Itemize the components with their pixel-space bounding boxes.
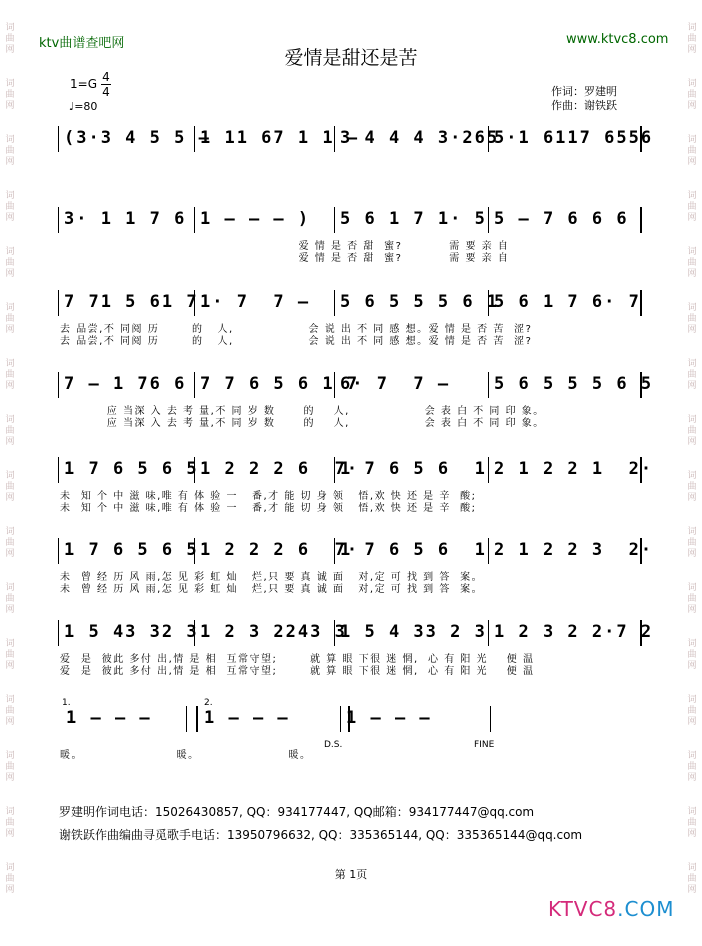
side-watermark-char: 曲	[687, 314, 697, 324]
side-watermark-char: 词	[5, 415, 15, 425]
measure-notes: 2 1 2 2 3 2·	[494, 540, 654, 560]
side-watermark-char: 网	[5, 549, 15, 559]
side-watermark-group	[687, 191, 696, 224]
time-sig-top: 4	[102, 70, 110, 84]
measure-notes: 5 6 1 7 1· 5	[340, 209, 487, 229]
side-watermark-char: 网	[687, 157, 697, 167]
side-watermark-char: 词	[5, 695, 15, 705]
side-watermark-char: 网	[687, 101, 697, 111]
bar-line	[58, 207, 59, 233]
measure-notes: 7 71 5 61 7	[64, 292, 199, 312]
side-watermark-char: 词	[5, 247, 15, 257]
side-watermark-char: 词	[687, 303, 697, 313]
side-watermark-group	[687, 303, 696, 336]
side-watermark-char: 网	[687, 493, 697, 503]
lyric-line: 爱 情 是 否 甜 蜜? 需 要 亲 自	[60, 253, 510, 264]
side-watermark-char: 网	[5, 381, 15, 391]
measure-notes: 3 4 4 4 3·265	[340, 128, 500, 148]
side-watermark-group	[687, 135, 696, 168]
side-watermark-char: 网	[687, 661, 697, 671]
measure-notes: 1 2 3 2 2·7 2	[494, 622, 654, 642]
bar-line	[488, 620, 489, 646]
measure-notes: 5 – 7 6 6 6	[494, 209, 629, 229]
side-watermark-char: 曲	[5, 34, 15, 44]
side-watermark-group	[687, 639, 696, 672]
side-watermark-char: 网	[687, 45, 697, 55]
side-watermark-char: 曲	[5, 594, 15, 604]
side-watermark-char: 曲	[5, 538, 15, 548]
side-watermark-char: 网	[687, 885, 697, 895]
side-watermark-char: 词	[687, 359, 697, 369]
score-row	[58, 457, 654, 514]
side-watermark-char: 曲	[687, 146, 697, 156]
measure-notes: 1 – – –	[346, 708, 432, 728]
lyric-line: 未 知 个 中 滋 味,唯 有 体 验 一 番,才 能 切 身 领 悟,欢 快 还 是 辛 酸;	[60, 491, 477, 502]
side-watermark-char: 曲	[5, 202, 15, 212]
bar-line	[196, 706, 198, 732]
measure-notes: 1 7 6 5 6 5	[64, 459, 199, 479]
side-watermark-char: 网	[5, 605, 15, 615]
measure-notes: 7 7 6 5 6 1 7	[200, 374, 360, 394]
measure-notes: 5 6 5 5 5 6 5	[494, 374, 654, 394]
side-watermark-char: 曲	[687, 258, 697, 268]
lyric-line: 爱 是 彼此 多付 出,情 是 相 互常守望; 就 算 眼 下很 迷 惘, 心 有 阳 光 便 温	[60, 666, 535, 677]
bar-line	[490, 706, 491, 732]
side-watermark-char: 词	[5, 807, 15, 817]
measure-notes: 1 7 6 5 6 5	[64, 540, 199, 560]
measure-notes: 1 7 6 5 6 1	[340, 540, 487, 560]
bar-line	[58, 126, 59, 152]
score-row	[58, 538, 654, 595]
measure-notes: 1 2 2 2 6 7·	[200, 459, 360, 479]
score-row	[58, 126, 654, 154]
side-watermark-char: 词	[5, 527, 15, 537]
side-watermark-group	[5, 471, 14, 504]
lyricist-credit: 作词：罗建明	[551, 85, 617, 98]
side-watermark-char: 词	[5, 79, 15, 89]
lyricist-contact: 罗建明作词电话：15026430857, QQ：934177447, QQ邮箱：934177447@qq.com	[59, 805, 535, 819]
side-watermark-group	[687, 471, 696, 504]
measure-notes: 1 – – –	[204, 708, 290, 728]
side-watermark-group	[5, 415, 14, 448]
score-row	[58, 290, 641, 347]
side-watermark-group	[687, 415, 696, 448]
side-watermark-group	[5, 807, 14, 840]
tempo-value: =80	[74, 100, 98, 113]
side-watermark-group	[5, 79, 14, 112]
volta-bracket-1: 1.	[62, 698, 71, 708]
lyric-line: 去 品尝,不 同阅 历 的 人, 会 说 出 不 同 感 想。爱 情 是 否 苦 涩?	[60, 324, 533, 335]
side-watermark-char: 网	[687, 549, 697, 559]
side-watermark-char: 曲	[687, 874, 697, 884]
side-watermark-char: 曲	[5, 146, 15, 156]
side-watermark-char: 曲	[5, 706, 15, 716]
measure-notes: (3·3 4 5 5 –	[64, 128, 211, 148]
side-watermark-char: 词	[5, 639, 15, 649]
side-watermark-char: 网	[687, 605, 697, 615]
side-watermark-char: 曲	[687, 594, 697, 604]
page-number: 第 1页	[334, 868, 368, 881]
side-watermark-char: 词	[687, 247, 697, 257]
bar-line	[58, 538, 59, 564]
side-watermark-group	[687, 359, 696, 392]
side-watermark-char: 曲	[5, 314, 15, 324]
time-sig-bottom: 4	[102, 85, 110, 99]
score-row	[58, 372, 654, 429]
side-watermark-char: 网	[5, 493, 15, 503]
bar-line	[488, 207, 489, 233]
side-watermark-char: 曲	[687, 706, 697, 716]
side-watermark-char: 词	[5, 863, 15, 873]
side-watermark-char: 词	[687, 863, 697, 873]
side-watermark-char: 网	[5, 213, 15, 223]
bar-line	[334, 207, 335, 233]
side-watermark-group	[5, 639, 14, 672]
side-watermark-char: 网	[5, 45, 15, 55]
site-url[interactable]: www.ktvc8.com	[566, 32, 669, 47]
side-watermark-char: 词	[687, 415, 697, 425]
side-watermark-char: 曲	[5, 426, 15, 436]
side-watermark-char: 词	[5, 303, 15, 313]
side-watermark-char: 网	[5, 829, 15, 839]
bar-line	[58, 372, 59, 398]
measure-notes: 1 7 6 5 6 1	[340, 459, 487, 479]
side-watermark-char: 网	[5, 717, 15, 727]
lyric-line: 未 曾 经 历 风 雨,怎 见 彩 虹 灿 烂,只 要 真 诚 面 对,定 可 找 到 答 案。	[60, 584, 484, 595]
lyric-line: 爱 是 彼此 多付 出,情 是 相 互常守望; 就 算 眼 下很 迷 惘, 心 有 阳 光 便 温	[60, 654, 535, 665]
measure-notes: 2 1 2 2 1 2·	[494, 459, 654, 479]
measure-notes: 1 11 67 1 1 –	[200, 128, 360, 148]
side-watermark-right	[683, 0, 701, 946]
side-watermark-group	[5, 695, 14, 728]
bar-line	[488, 457, 489, 483]
time-signature	[101, 70, 111, 99]
measure-notes: 1 – – –	[66, 708, 152, 728]
side-watermark-char: 曲	[5, 482, 15, 492]
side-watermark-char: 网	[687, 381, 697, 391]
measure-notes: 5 6 5 5 5 6 1	[340, 292, 500, 312]
measure-notes: 1 – – – )	[200, 209, 311, 229]
side-watermark-group	[5, 751, 14, 784]
fine-mark: FINE	[474, 740, 495, 750]
measure-notes: 1· 7 7 –	[200, 292, 311, 312]
lyric-line: 应 当深 入 去 考 量,不 同 岁 数 的 人, 会 表 白 不 同 印 象。	[60, 418, 545, 429]
side-watermark-char: 网	[5, 157, 15, 167]
score-row	[58, 207, 640, 264]
measure-notes: 7 – 1 76 6	[64, 374, 187, 394]
bar-line	[488, 372, 489, 398]
lyric-line: 去 品尝,不 同阅 历 的 人, 会 说 出 不 同 感 想。爱 情 是 否 苦 涩?	[60, 336, 533, 347]
tempo-marking	[69, 100, 97, 113]
side-watermark-char: 网	[687, 773, 697, 783]
logo-part-2: .COM	[617, 897, 675, 921]
side-watermark-char: 网	[687, 437, 697, 447]
side-watermark-char: 词	[687, 639, 697, 649]
side-watermark-char: 词	[687, 79, 697, 89]
composer-contact: 谢铁跃作曲编曲寻觅歌手电话：13950796632, QQ：335365144, QQ：335365144@qq.com	[59, 828, 583, 842]
measure-notes: 1 5 43 32 3	[64, 622, 199, 642]
side-watermark-char: 词	[5, 583, 15, 593]
side-watermark-group	[687, 247, 696, 280]
side-watermark-char: 网	[687, 717, 697, 727]
side-watermark-char: 曲	[5, 762, 15, 772]
bar-line	[58, 457, 59, 483]
composer-credit: 作曲：谢铁跃	[551, 99, 617, 112]
side-watermark-char: 曲	[687, 650, 697, 660]
side-watermark-char: 曲	[687, 202, 697, 212]
side-watermark-left	[1, 0, 19, 946]
side-watermark-char: 词	[687, 23, 697, 33]
side-watermark-char: 曲	[5, 874, 15, 884]
side-watermark-group	[5, 527, 14, 560]
bar-line	[340, 706, 341, 732]
side-watermark-char: 曲	[687, 482, 697, 492]
side-watermark-char: 网	[5, 325, 15, 335]
side-watermark-group	[687, 79, 696, 112]
lyric-line: 未 知 个 中 滋 味,唯 有 体 验 一 番,才 能 切 身 领 悟,欢 快 还 是 辛 酸;	[60, 503, 477, 514]
side-watermark-char: 词	[687, 583, 697, 593]
bar-line	[334, 290, 335, 316]
side-watermark-char: 词	[687, 751, 697, 761]
side-watermark-group	[5, 247, 14, 280]
lyric-line: 应 当深 入 去 考 量,不 同 岁 数 的 人, 会 表 白 不 同 印 象。	[60, 406, 545, 417]
side-watermark-group	[687, 751, 696, 784]
side-watermark-group	[5, 191, 14, 224]
site-logo[interactable]	[548, 897, 674, 921]
side-watermark-char: 词	[5, 191, 15, 201]
quarter-note-icon: ♩	[69, 100, 75, 113]
side-watermark-char: 曲	[687, 762, 697, 772]
measure-notes: 6· 7 7 –	[340, 374, 451, 394]
side-watermark-char: 词	[687, 527, 697, 537]
side-watermark-char: 网	[687, 325, 697, 335]
side-watermark-group	[687, 695, 696, 728]
measure-notes: 3· 1 1 7 6	[64, 209, 187, 229]
lyric-line: 爱 情 是 否 甜 蜜? 需 要 亲 自	[60, 241, 510, 252]
side-watermark-char: 曲	[687, 426, 697, 436]
lyric-line: 未 曾 经 历 风 雨,怎 见 彩 虹 灿 烂,只 要 真 诚 面 对,定 可 找 到 答 案。	[60, 572, 484, 583]
bar-line	[640, 207, 642, 233]
bar-line	[58, 620, 59, 646]
side-watermark-char: 词	[5, 135, 15, 145]
lyric-line: 暖。 暖。 暖。	[60, 750, 312, 761]
side-watermark-group	[5, 583, 14, 616]
side-watermark-group	[687, 527, 696, 560]
side-watermark-char: 曲	[687, 818, 697, 828]
side-watermark-char: 词	[687, 191, 697, 201]
side-watermark-char: 网	[687, 829, 697, 839]
side-watermark-char: 曲	[5, 818, 15, 828]
side-watermark-group	[5, 303, 14, 336]
side-watermark-char: 词	[5, 359, 15, 369]
side-watermark-char: 曲	[5, 258, 15, 268]
side-watermark-char: 词	[687, 807, 697, 817]
side-watermark-char: 网	[5, 661, 15, 671]
side-watermark-char: 网	[687, 213, 697, 223]
score-row	[58, 620, 654, 677]
side-watermark-char: 词	[687, 471, 697, 481]
side-watermark-char: 网	[5, 269, 15, 279]
side-watermark-char: 词	[687, 135, 697, 145]
measure-notes: 1 2 2 2 6 7·	[200, 540, 360, 560]
side-watermark-char: 曲	[687, 538, 697, 548]
side-watermark-char: 曲	[687, 90, 697, 100]
measure-notes: 5·1 6117 6556	[494, 128, 654, 148]
measure-notes: 1 2 3 2243 3	[200, 622, 347, 642]
bar-line	[488, 538, 489, 564]
dal-segno-mark: D.S.	[324, 740, 343, 750]
site-brand[interactable]: ktv曲谱查吧网	[39, 36, 125, 51]
side-watermark-group	[687, 583, 696, 616]
side-watermark-char: 网	[5, 773, 15, 783]
measure-notes: 1 5 4 33 2 3	[340, 622, 487, 642]
volta-bracket-2: 2.	[204, 698, 213, 708]
side-watermark-char: 网	[687, 269, 697, 279]
song-title: 爱情是甜还是苦	[284, 47, 418, 69]
side-watermark-group	[5, 135, 14, 168]
side-watermark-char: 曲	[5, 370, 15, 380]
bar-line	[186, 706, 187, 732]
side-watermark-char: 网	[5, 437, 15, 447]
side-watermark-char: 网	[5, 885, 15, 895]
score-row	[58, 698, 640, 761]
key-signature: 1=G	[70, 77, 97, 91]
side-watermark-group	[5, 359, 14, 392]
side-watermark-char: 词	[5, 751, 15, 761]
side-watermark-char: 词	[5, 471, 15, 481]
side-watermark-char: 曲	[5, 650, 15, 660]
side-watermark-char: 词	[687, 695, 697, 705]
side-watermark-char: 曲	[687, 34, 697, 44]
logo-part-1: KTVC8	[548, 897, 618, 921]
measure-notes: 5 6 1 7 6· 7	[494, 292, 641, 312]
side-watermark-group	[687, 807, 696, 840]
side-watermark-char: 曲	[687, 370, 697, 380]
side-watermark-char: 曲	[5, 90, 15, 100]
bar-line	[194, 372, 195, 398]
side-watermark-char: 词	[5, 23, 15, 33]
side-watermark-char: 网	[5, 101, 15, 111]
bar-line	[58, 290, 59, 316]
bar-line	[194, 207, 195, 233]
